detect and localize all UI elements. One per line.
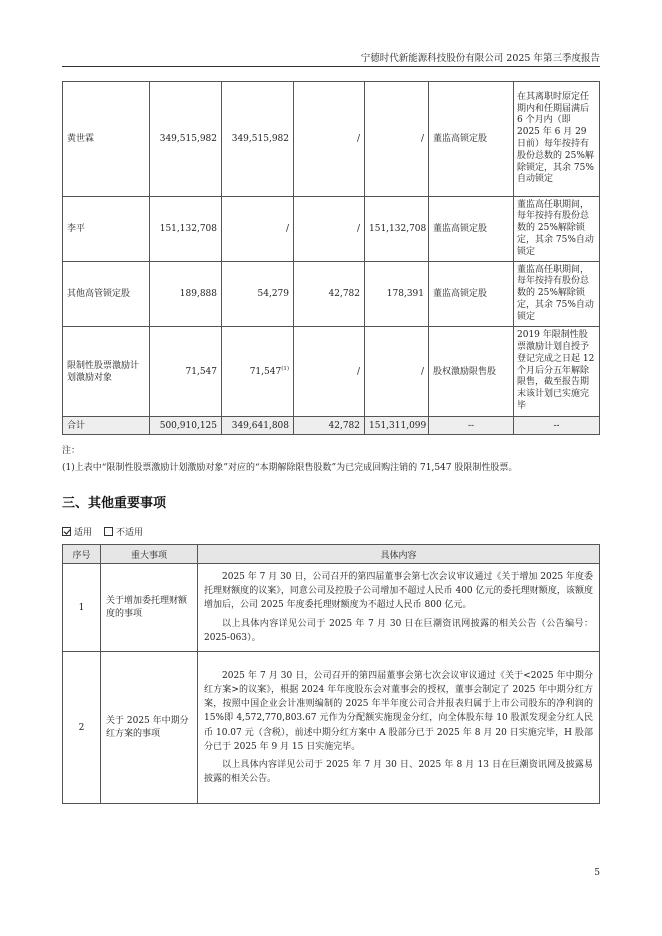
table-row: [63, 82, 600, 197]
event-content: [198, 564, 600, 652]
content-paragraph: 以上具体内容详见公司于 2025 年 7 月 30 日在巨潮资讯网披露的相关公告（公告编号：2025-063）。: [204, 618, 593, 643]
end-shares: 151,132,708: [365, 197, 429, 262]
released-shares: /: [222, 197, 294, 262]
added-shares: 42,782: [294, 262, 365, 327]
not-applicable-checkbox[interactable]: [104, 527, 113, 536]
applicable-checkbox[interactable]: [62, 527, 71, 536]
not-applicable-label: 不适用: [116, 528, 144, 538]
header-content: 具体内容: [198, 545, 600, 564]
shareholder-name: 黄世霖: [63, 82, 150, 197]
total-end: 151,311,099: [365, 417, 429, 435]
header-divider: [62, 66, 600, 67]
end-shares: /: [365, 82, 429, 197]
release-date: 董监高任职期间，每年按持有股份总数的 25%解除锁定，其余 75%自动锁定: [514, 262, 600, 327]
shareholder-name: 限制性股票激励计划激励对象: [63, 327, 150, 417]
applicability-selector: [62, 525, 143, 538]
released-shares: 349,515,982: [222, 82, 294, 197]
header-seq: 序号: [63, 545, 101, 564]
released-shares: 54,279: [222, 262, 294, 327]
restriction-reason: 股权激励限售股: [429, 327, 514, 417]
restriction-reason: 董监高锁定股: [429, 197, 514, 262]
notes-label: 注：: [62, 446, 81, 456]
begin-shares: 349,515,982: [150, 82, 222, 197]
released-value: 71,547: [249, 366, 282, 377]
total-begin: 500,910,125: [150, 417, 222, 435]
begin-shares: 189,888: [150, 262, 222, 327]
added-shares: /: [294, 327, 365, 417]
total-label: 合计: [63, 417, 150, 435]
major-events-table: [62, 544, 600, 804]
page-header: 宁德时代新能源科技股份有限公司 2025 年第三季度报告: [360, 53, 600, 64]
table-row: [63, 327, 600, 417]
total-row: [63, 417, 600, 435]
total-reason: --: [429, 417, 514, 435]
end-shares: 178,391: [365, 262, 429, 327]
restriction-reason: 董监高锁定股: [429, 82, 514, 197]
added-shares: /: [294, 82, 365, 197]
shareholder-name: 李平: [63, 197, 150, 262]
total-added: 42,782: [294, 417, 365, 435]
event-seq: 1: [63, 564, 101, 652]
released-shares: [222, 327, 294, 417]
table-row: [63, 262, 600, 327]
release-date: 2019 年限制性股票激励计划自授予登记完成之日起 12 个月后分五年解除限售，截至报告期末该计划已实施完毕: [514, 327, 600, 417]
event-title: 关于增加委托理财额度的事项: [101, 564, 198, 652]
release-date: 在其离职时原定任期内和任期届满后 6 个月内（即 2025 年 6 月 29 日前）每年按持有股份总数的 25%解除锁定，其余 75%自动锁定: [514, 82, 600, 197]
section-title: 三、其他重要事项: [62, 496, 167, 511]
total-release-date: --: [514, 417, 600, 435]
event-seq: 2: [63, 652, 101, 804]
restricted-shares-table: [62, 81, 600, 435]
footnote: (1)上表中“限制性股票激励计划激励对象”对应的“本期解除限售股数”为已完成回购注销的 71,547 股限制性股票。: [62, 463, 518, 473]
added-shares: /: [294, 197, 365, 262]
total-released: 349,641,808: [222, 417, 294, 435]
header-event: 重大事项: [101, 545, 198, 564]
content-paragraph: 2025 年 7 月 30 日，公司召开的第四届董事会第七次会议审议通过《关于增加 2025 年度委托理财额度的议案》，同意公司及控股子公司增加不超过人民币 400 亿元的委托理财额度，该额度增加后，公司 2025 年度委托理财额度为不超过人民币 800 亿元。: [204, 572, 594, 611]
begin-shares: 151,132,708: [150, 197, 222, 262]
content-paragraph: 以上具体内容详见公司于 2025 年 7 月 30 日、2025 年 8 月 13 日在巨潮资讯网及披露易披露的相关公告。: [204, 759, 593, 785]
event-content: [198, 652, 600, 804]
page-number: 5: [594, 868, 600, 878]
end-shares: /: [365, 327, 429, 417]
applicable-label: 适用: [74, 528, 93, 538]
footnote-marker: (1): [281, 365, 289, 372]
shareholder-name: 其他高管锁定股: [63, 262, 150, 327]
table-row: [63, 197, 600, 262]
table-row: [63, 652, 600, 804]
restriction-reason: 董监高锁定股: [429, 262, 514, 327]
event-title: 关于 2025 年中期分红方案的事项: [101, 652, 198, 804]
table-row: [63, 564, 600, 652]
begin-shares: 71,547: [150, 327, 222, 417]
release-date: 董监高任职期间，每年按持有股份总数的 25%解除锁定，其余 75%自动锁定: [514, 197, 600, 262]
content-paragraph: 2025 年 7 月 30 日，公司召开的第四届董事会第七次会议审议通过《关于<2025 年中期分红方案>的议案》，根据 2024 年年度股东会对董事会的授权，董事会制定了 2025 年中期分红方案，按照中国企业会计准则编制的 2025 年半年度公司合并报表归属于上市公司股东的净利润的 15%即 4,572,770,803.67 元作为分配额实施现金分红，向全体股东每 10 股派发现金分红人民币 10.07 元（含税），前述中期分红方案中 A 股部分已于 2025 年 8 月 20 日实施完毕，H 股部分已于 2025 年 9 月 15 日实施完毕。: [204, 670, 593, 752]
table-header-row: [63, 545, 600, 564]
